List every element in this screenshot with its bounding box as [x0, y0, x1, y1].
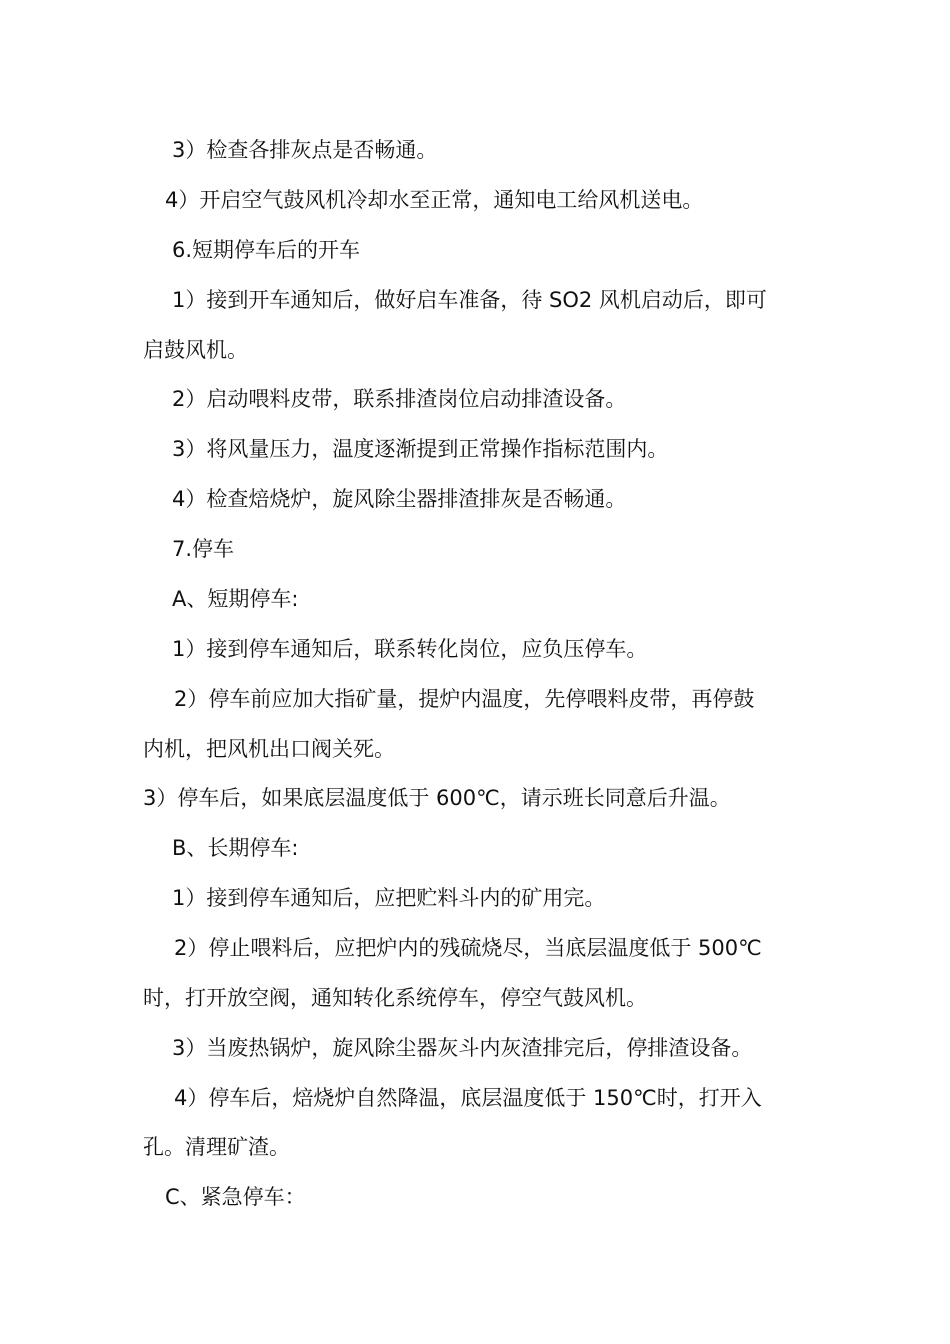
text-line-16: 1）接到停车通知后，应把贮料斗内的矿用完。: [172, 886, 606, 910]
text-line-1: 3）检查各排灰点是否畅通。: [172, 138, 438, 162]
text-line-17: 2）停止喂料后，应把炉内的残硫烧尽，当底层温度低于 500℃: [174, 936, 762, 960]
text-line-11: 1）接到停车通知后，联系转化岗位，应负压停车。: [172, 637, 648, 661]
text-line-18: 时，打开放空阀，通知转化系统停车，停空气鼓风机。: [143, 986, 647, 1010]
text-line-7: 3）将风量压力，温度逐渐提到正常操作指标范围内。: [172, 437, 669, 461]
text-line-5: 启鼓风机。: [143, 338, 248, 362]
text-line-4: 1）接到开车通知后，做好启车准备，待 SO2 风机启动后，即可: [172, 288, 767, 312]
text-line-20: 4）停车后，焙烧炉自然降温，底层温度低于 150℃时，打开入: [174, 1086, 762, 1110]
text-line-8: 4）检查焙烧炉，旋风除尘器排渣排灰是否畅通。: [172, 487, 627, 511]
subheading-a: A、短期停车:: [172, 587, 299, 611]
text-line-13: 内机，把风机出口阀关死。: [143, 737, 395, 761]
text-line-2: 4）开启空气鼓风机冷却水至正常，通知电工给风机送电。: [165, 188, 704, 212]
text-line-21: 孔。清理矿渣。: [143, 1135, 290, 1159]
text-line-6: 2）启动喂料皮带，联系排渣岗位启动排渣设备。: [172, 387, 627, 411]
subheading-b: B、长期停车:: [172, 836, 299, 860]
subheading-c: C、紧急停车：: [165, 1185, 306, 1209]
section-heading-6: 6.短期停车后的开车: [172, 238, 361, 262]
section-heading-7: 7.停车: [172, 537, 235, 561]
text-line-14: 3）停车后，如果底层温度低于 600℃，请示班长同意后升温。: [143, 786, 731, 810]
text-line-19: 3）当废热锅炉，旋风除尘器灰斗内灰渣排完后，停排渣设备。: [172, 1036, 753, 1060]
text-line-12: 2）停车前应加大指矿量，提炉内温度，先停喂料皮带，再停鼓: [174, 687, 755, 711]
